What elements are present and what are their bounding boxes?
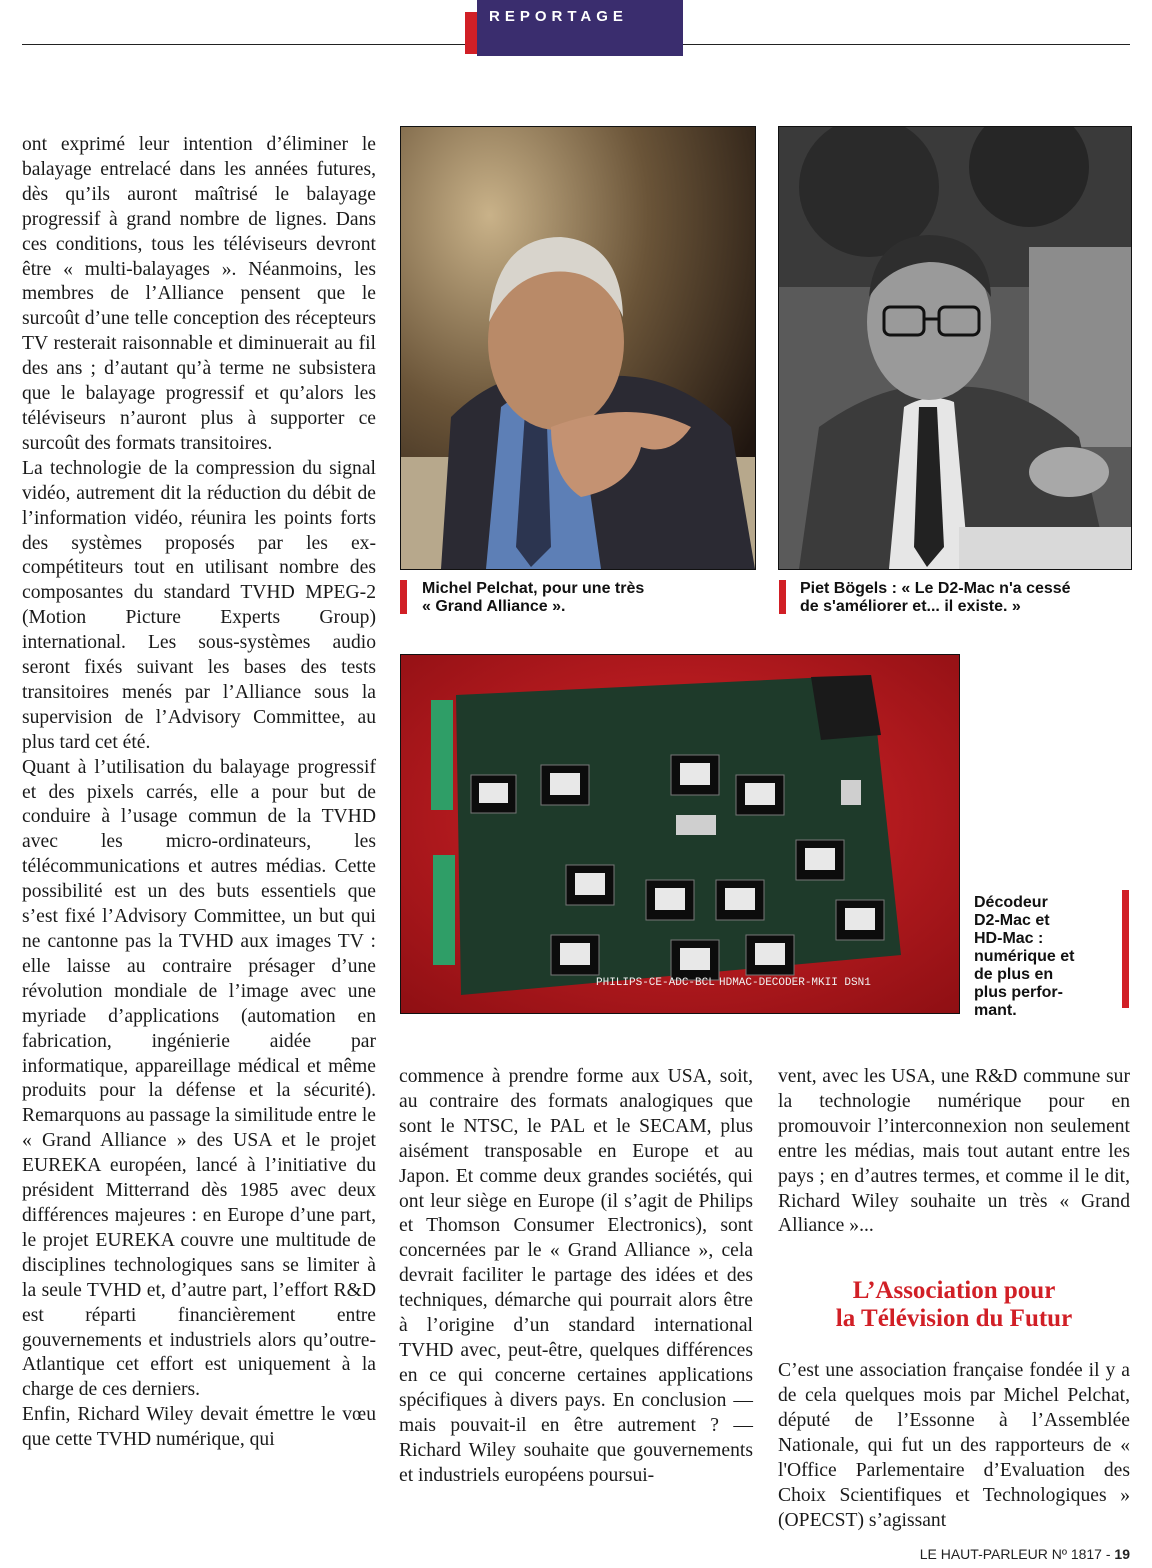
caption-marker (779, 580, 786, 614)
caption-line: numérique et (974, 948, 1075, 965)
section-heading (778, 1277, 1130, 1333)
caption-line: de plus en (974, 966, 1054, 983)
caption-michel-pelchat (422, 580, 752, 616)
caption-marker (1122, 890, 1129, 1008)
caption-line: mant. (974, 1002, 1017, 1019)
photo-michel-pelchat (400, 126, 756, 570)
section-heading-line: la Télévision du Futur (835, 1305, 1073, 1333)
caption-line: D2-Mac et (974, 912, 1050, 929)
photo-decoder-board (400, 654, 960, 1014)
paragraph: commence à prendre forme aux USA, soit, au contraire des formats analogiques que sont le NTSC, le PAL et le SECAM, plus aisément transposable en Europe et au Japon. Et comme deux grandes sociétés, qui ont leur siège en Europe (il s’agit de Philips et Thomson Consumer Electronics), sont concernées par le « Grand Alliance », cela devrait faciliter le partage des idées et des techniques, démarche qui pourrait alors être à l’origine d’un standard international TVHD avec, peut-être, quelques différences en ce qui concerne certaines applications spécifiques à divers pays. En conclusion — mais pouvait-il en être autrement ? — Richard Wiley souhaite que gouvernements et industriels européens poursui- (399, 1066, 753, 1486)
caption-line: plus perfor- (974, 984, 1063, 1001)
paragraph: La technologie de la compression du signal vidéo, autrement dit la réduction du débit de l’information vidéo, réunira les points forts des systèmes proposés par les ex-compétiteurs tout en utilisant nombre des composantes du standard TVHD MPEG-2 (Motion Picture Experts Group) international. Les sous-systèmes audio seront fixés suivant les bases des tests transitoires menés par l’Alliance sous la supervision de l’Advisory Committee, au plus tard cet été. (22, 457, 376, 753)
page-footer (920, 1546, 1130, 1562)
paragraph: vent, avec les USA, une R&D commune sur la technologie numérique pour en promouvoir l’interconnexion non seulement entre les médias, mais tout autant entre les pays ; en d’autres termes, et comme il le dit, Richard Wiley souhaite un très « Grand Alliance »... (778, 1066, 1130, 1237)
section-heading-line: L’Association pour (852, 1277, 1056, 1305)
caption-line: HD-Mac : (974, 930, 1044, 947)
caption-line: « Grand Alliance ». (422, 598, 566, 615)
publication-name: LE HAUT-PARLEUR Nº 1817 - (919, 1546, 1115, 1562)
caption-piet-bogels (800, 580, 1130, 616)
paragraph: ont exprimé leur intention d’éliminer le balayage entrelacé dans les années futures, dès qu’ils auront maîtrisé le balayage progressif à grand nombre de lignes. Dans ces conditions, tous les téléviseurs devront être « multi-balayages ». Néanmoins, les membres de l’Alliance pensent que le surcoût d’une telle conception des récepteurs TV resterait raisonnable et diminuerait au fil des ans ; d’autant qu’à terme ne subsistera que le balayage progressif et qu’alors les téléviseurs n’auront plus à supporter ce surcoût des formats transitoires. (22, 134, 376, 454)
paragraph: C’est une association française fondée il y a de cela quelques mois par Michel Pelchat, député de l’Essonne à l’Assemblée Nationale, qui fut un des rapporteurs de « l'Office Parlementaire d’Evaluation des Choix Scientifiques et Technologiques » (OPECST) s’agissant (778, 1360, 1130, 1531)
header-red-marker (465, 12, 477, 54)
board-label-left: PHILIPS-CE-ADC-BCL (596, 977, 715, 989)
section-label: REPORTAGE (489, 8, 628, 25)
paragraph: Quant à l’utilisation du balayage progressif et des pixels carrés, elle a pour but de conduire à l’usage commun de la TVHD avec les micro-ordinateurs, les télécommunications et autres médias. Cette possibilité est un des buts essentiels que s’est fixé l’Advisory Committee, un but qui ne cantonne pas la TVHD aux images TV : elle laisse au contraire présager d’une révolution mondiale de l’image avec une myriade d’applications (automation en fabrication, ingénierie aidée par informatique, appareillage médical et même produits pour la défense et la sécurité). Remarquons au passage la similitude entre le « Grand Alliance » des USA et le projet EUREKA européen, lancé à l’initiative du président Mitterrand dès 1985 avec deux différences majeures : en Europe d’une part, le projet EUREKA couvre une multitude de disciplines technologiques sans se limiter à la seule TVHD et, d’autre part, l’effort R&D est réparti financièrement entre gouvernements et industriels alors qu’outre-Atlantique cet effort est uniquement à la charge de ces derniers. (22, 756, 376, 1401)
right-text-column (778, 1065, 1130, 1534)
photo-piet-bogels (778, 126, 1132, 570)
paragraph: Enfin, Richard Wiley devait émettre le vœu que cette TVHD numérique, qui (22, 1404, 376, 1451)
page-number: 19 (1114, 1546, 1130, 1562)
caption-marker (400, 580, 407, 614)
board-label-right: HDMAC-DECODER-MKII DSN1 (719, 977, 871, 989)
caption-line: Décodeur (974, 894, 1048, 911)
caption-line: Michel Pelchat, pour une très (422, 580, 645, 597)
caption-decoder (974, 894, 1118, 1020)
caption-line: Piet Bögels : « Le D2-Mac n'a cessé (800, 580, 1071, 597)
middle-text-column (399, 1065, 753, 1488)
left-text-column (22, 133, 376, 1453)
caption-line: de s'améliorer et... il existe. » (800, 598, 1021, 615)
